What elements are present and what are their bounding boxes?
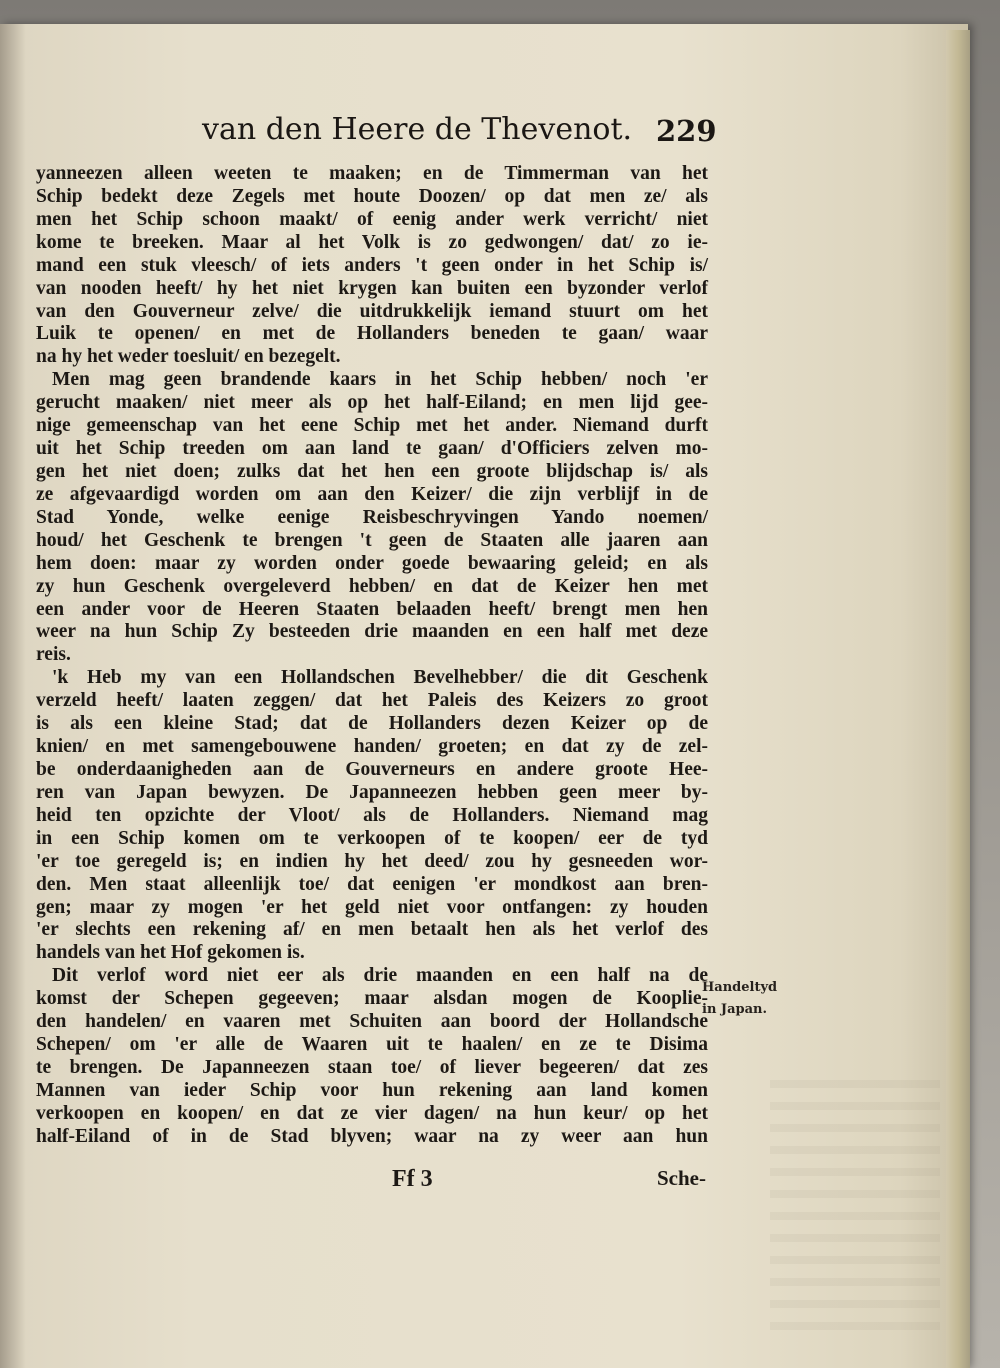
text-line: zy hun Geschenk overgeleverd hebben/ en dat de Keizer hen met (36, 575, 708, 597)
text-line: Schepen/ om 'er alle de Waaren uit te haalen/ en ze te Disima (36, 1034, 708, 1056)
text-line: ze afgevaardigd worden om aan den Keizer/ die zijn verblijf in de (36, 483, 708, 505)
text-line: ren van Japan bewyzen. De Japanneezen hebben geen meer by- (36, 781, 708, 803)
text-line: half-Eiland of in de Stad blyven; waar na zy weer aan hun (36, 1125, 708, 1147)
catchword: Sche- (657, 1166, 706, 1190)
text-line: van nooden heeft/ hy het niet krygen kan buiten een byzonder verlof (36, 277, 708, 299)
show-through-texture (770, 1080, 940, 1340)
text-line: nige gemeenschap van het eene Schip met het ander. Niemand durft (36, 415, 708, 437)
text-line: houd/ het Geschenk te brengen 't geen de Staaten alle jaaren aan (36, 529, 708, 551)
text-line: handels van het Hof gekomen is. (36, 942, 305, 964)
text-line: knien/ en met samengebouwene handen/ groeten; en dat zy de zel- (36, 736, 708, 758)
text-line: be onderdaanigheden aan de Gouverneurs en andere groote Hee- (36, 758, 708, 780)
text-line: van den Gouverneur zelve/ die uitdrukkelijk iemand stuurt om het (36, 300, 708, 322)
text-line: uit het Schip treeden om aan land te gaan/ d'Officiers zelven mo- (36, 438, 708, 460)
text-line: kome te breeken. Maar al het Volk is zo gedwongen/ dat/ zo ie- (36, 231, 708, 253)
margin-note (702, 977, 802, 1021)
running-head-title: van den Heere de Thevenot. (202, 112, 633, 147)
text-line: Men mag geen brandende kaars in het Schip hebben/ noch 'er (52, 369, 708, 391)
text-line: 'k Heb my van een Hollandschen Bevelhebber/ die dit Geschenk (52, 667, 708, 689)
body-text (36, 163, 708, 1149)
text-line: den handelen/ en vaaren met Schuiten aan boord der Hollandsche (36, 1011, 708, 1033)
signature-mark: Ff 3 (392, 1166, 433, 1192)
text-line: in een Schip komen om te verkoopen of te koopen/ eer de tyd (36, 827, 708, 849)
text-line: na hy het weder toesluit/ en bezegelt. (36, 346, 341, 368)
text-line: Dit verlof word niet eer als drie maanden en een half na de (52, 965, 708, 987)
text-line: mand een stuk vleesch/ of iets anders 't geen onder in het Schip is/ (36, 254, 708, 276)
text-line: Luik te openen/ en met de Hollanders beneden te gaan/ waar (36, 323, 708, 345)
text-line: reis. (36, 644, 71, 666)
margin-note-line: in Japan. (702, 1002, 767, 1017)
text-line: Stad Yonde, welke eenige Reisbeschryvingen Yando noemen/ (36, 506, 708, 528)
text-line: gen het niet doen; zulks dat het hen een groote blijdschap is/ als (36, 460, 708, 482)
text-line: 'er slechts een rekening af/ en men betaalt hen als het verlof des (36, 919, 708, 941)
text-line: komst der Schepen gegeeven; maar alsdan mogen de Kooplie- (36, 988, 708, 1010)
text-line: men het Schip schoon maakt/ of eenig ander werk verricht/ niet (36, 208, 708, 230)
text-line: gen; maar zy mogen 'er het geld niet voor ontfangen: zy houden (36, 896, 708, 918)
text-line: een ander voor de Heeren Staaten belaaden heeft/ brengt men hen (36, 598, 708, 620)
text-line: verzeld heeft/ laaten zeggen/ dat het Paleis des Keizers zo groot (36, 690, 708, 712)
gutter-shadow (0, 24, 26, 1368)
margin-note-line: Handeltyd (702, 980, 778, 995)
text-line: weer na hun Schip Zy besteeden drie maanden en een half met deze (36, 621, 708, 643)
text-line: den. Men staat alleenlijk toe/ dat eenigen 'er mondkost aan bren- (36, 873, 708, 895)
text-line: 'er toe geregeld is; en indien hy het deed/ zou hy gesneeden wor- (36, 850, 708, 872)
text-line: heid ten opzichte der Vloot/ als de Hollanders. Niemand mag (36, 804, 708, 826)
text-line: Schip bedekt deze Zegels met houte Doozen/ op dat men ze/ als (36, 185, 708, 207)
page-edge (946, 30, 970, 1368)
text-line: is als een kleine Stad; dat de Hollanders dezen Keizer op de (36, 713, 708, 735)
text-line: verkoopen en koopen/ en dat ze vier dagen/ na hun keur/ op het (36, 1102, 708, 1124)
page-number: 229 (656, 114, 717, 148)
text-line: hem doen: maar zy worden onder goede bewaaring geleid; en als (36, 552, 708, 574)
text-line: gerucht maaken/ niet meer als op het half-Eiland; en men lijd gee- (36, 392, 708, 414)
text-line: yanneezen alleen weeten te maaken; en de Timmerman van het (36, 163, 708, 184)
text-line: Mannen van ieder Schip voor hun rekening aan land komen (36, 1079, 708, 1101)
text-line: te brengen. De Japanneezen staan toe/ of liever begeeren/ dat zes (36, 1056, 708, 1078)
